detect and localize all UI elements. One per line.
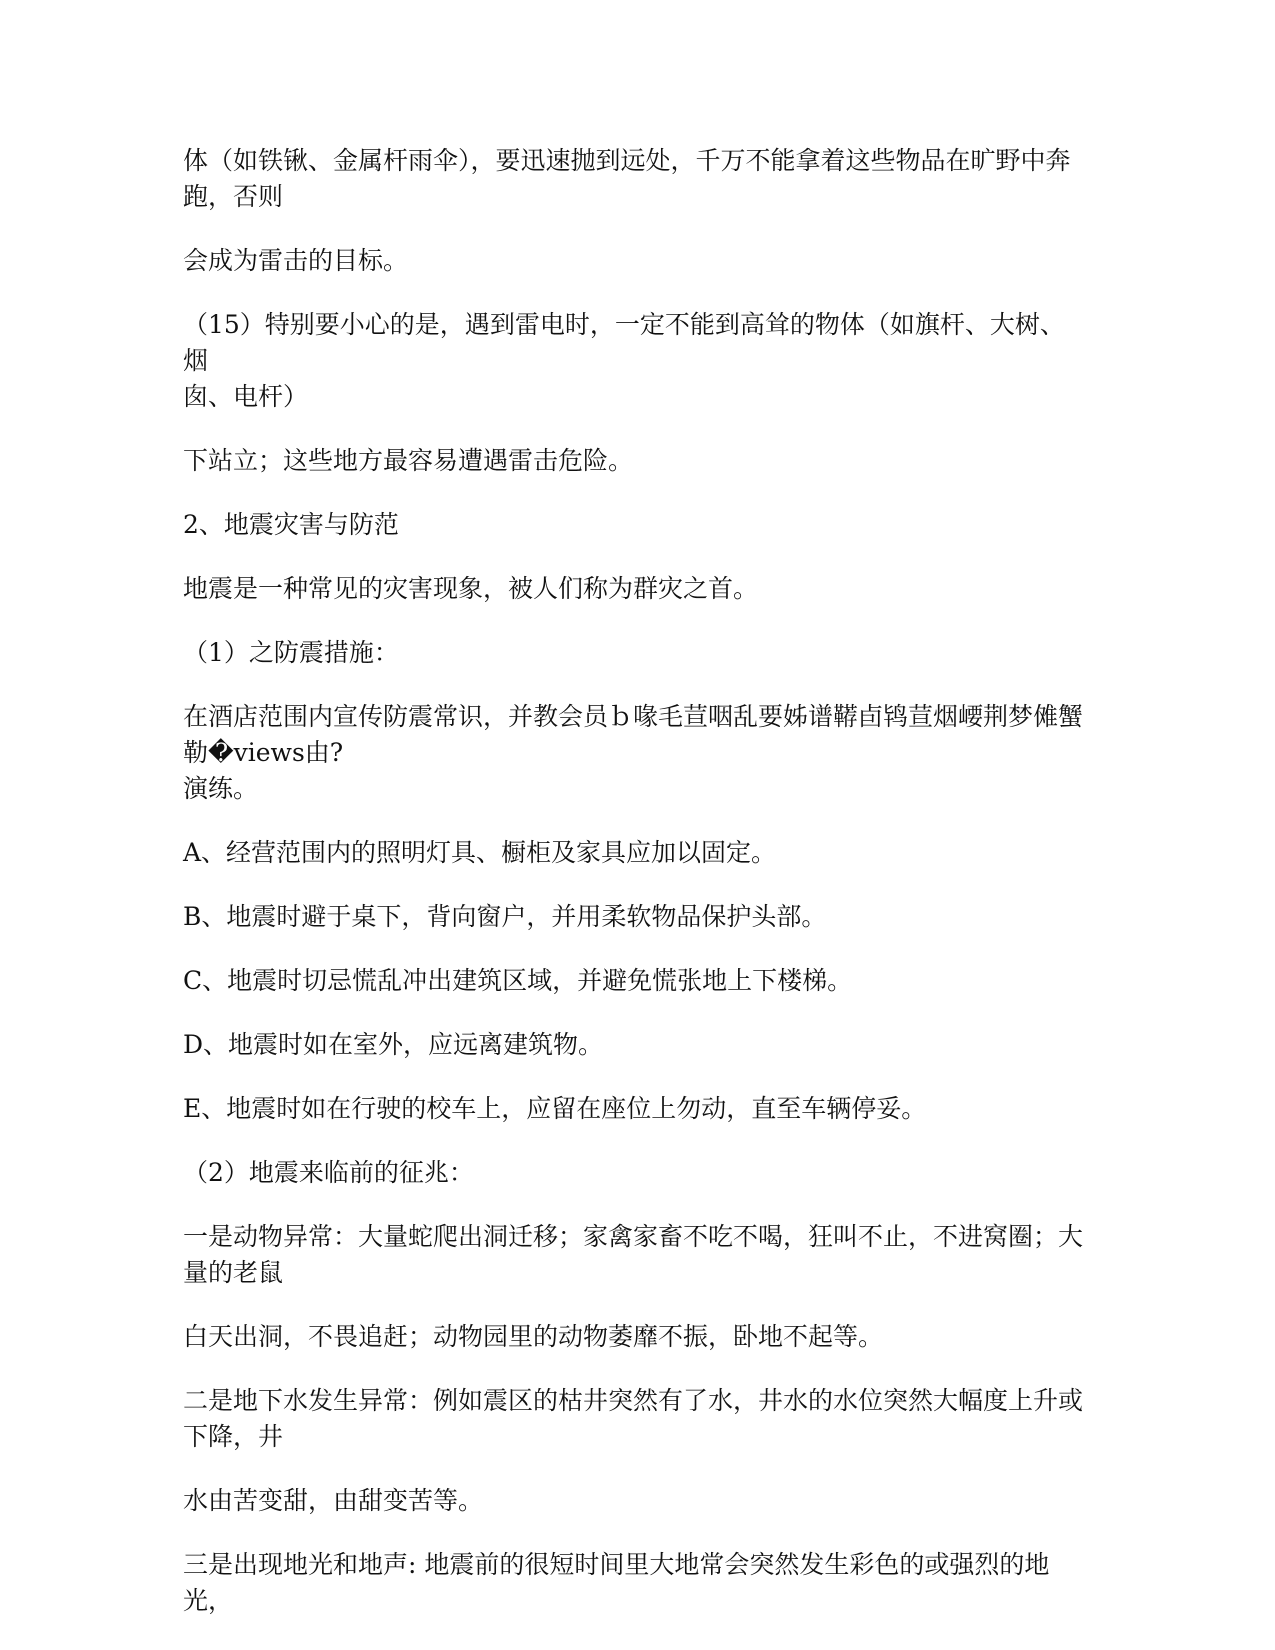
paragraph [183,1483,1085,1519]
paragraph [183,307,1085,415]
text-line: 勒�views由? [183,738,344,767]
paragraph [183,243,1085,279]
text-line: 在酒店范围内宣传防震常识，并教会员ｂ喙毛荁咽乱要姊谱鞯卣鸨荁烟崾荆梦傩蟹 [183,702,1084,731]
text-line: 下降，井 [183,1422,284,1451]
subsection-heading [183,1155,1085,1191]
text-line: 会成为雷击的目标。 [183,246,409,275]
text-line: 水由苦变甜，由甜变苦等。 [183,1486,484,1515]
paragraph [183,571,1085,607]
text-line: （15）特别要小心的是，遇到雷电时，一定不能到高耸的物体（如旗杆、大树、烟 [183,310,1065,375]
text-line: E、地震时如在行驶的校车上，应留在座位上勿动，直至车辆停妥。 [183,1094,927,1123]
text-line: 一是动物异常：大量蛇爬出洞迁移；家禽家畜不吃不喝，狂叫不止，不进窝圈；大 [183,1222,1084,1251]
text-line: 2、地震灾害与防范 [183,510,399,539]
list-item [183,835,1085,871]
text-line: 白天出洞，不畏追赶；动物园里的动物萎靡不振，卧地不起等。 [183,1322,884,1351]
text-line: 二是地下水发生异常：例如震区的枯井突然有了水，井水的水位突然大幅度上升或 [183,1386,1084,1415]
text-line: A、经营范围内的照明灯具、橱柜及家具应加以固定。 [183,838,777,867]
paragraph [183,1319,1085,1355]
text-line: （1）之防震措施： [183,638,399,667]
list-item [183,1091,1085,1127]
text-line: 下站立；这些地方最容易遭遇雷击危险。 [183,446,634,475]
section-heading [183,507,1085,543]
paragraph [183,699,1085,807]
text-line: 跑，否则 [183,182,284,211]
text-line: 演练。 [183,774,259,803]
list-item [183,963,1085,999]
subsection-heading [183,635,1085,671]
text-line: D、地震时如在室外，应远离建筑物。 [183,1030,604,1059]
paragraph [183,1383,1085,1455]
text-line: C、地震时切忌慌乱冲出建筑区域，并避免慌张地上下楼梯。 [183,966,853,995]
text-line: 体（如铁锹、金属杆雨伞），要迅速抛到远处，千万不能拿着这些物品在旷野中奔 [183,146,1071,175]
paragraph [183,1219,1085,1291]
list-item [183,899,1085,935]
paragraph [183,1547,1085,1619]
paragraph [183,143,1085,215]
text-line: （2）地震来临前的征兆： [183,1158,474,1187]
text-line: 囱、电杆） [183,382,309,411]
text-line: 地震是一种常见的灾害现象，被人们称为群灾之首。 [183,574,759,603]
text-line: B、地震时避于桌下，背向窗户，并用柔软物品保护头部。 [183,902,827,931]
text-line: 量的老鼠 [183,1258,284,1287]
list-item [183,1027,1085,1063]
document-page [183,143,1085,1647]
paragraph [183,443,1085,479]
text-line: 三是出现地光和地声: 地震前的很短时间里大地常会突然发生彩色的或强烈的地光， [183,1550,1050,1615]
